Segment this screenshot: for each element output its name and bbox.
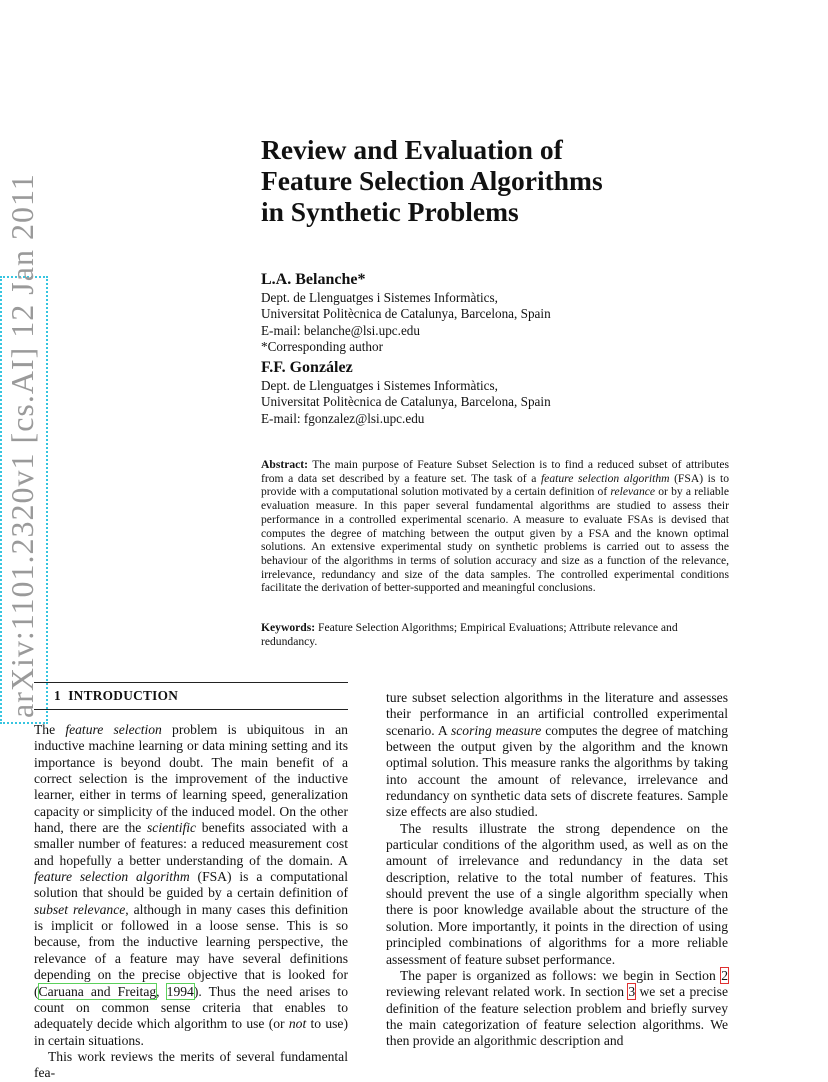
section-ref-link[interactable]: 2 xyxy=(721,967,728,983)
paragraph: The feature selection problem is ubiquitous in an inductive machine learning or data mining setting and its importance is beyond doubt. The main benefit of a correct selection is the improvement of the inductive learner, either in terms of learning speed, generalization capacity or simplicity of the induced model. On the other hand, there are the scientific benefits associated with a smaller number of features: a reduced measurement cost and hopefully a better understanding of the domain. A feature selection algorithm (FSA) is a computational solution that should be guided by a certain definition of subset relevance, although in many cases this definition is implicit or followed in a loose sense. This is so because, from the inductive learning perspective, the relevance of a feature may have several definitions depending on the precise objective that is looked for (Caruana and Freitag, 1994). Thus the need arises to count on common sense criteria that enables to adequately decide which algorithm to use (or not to use) in certain situations. xyxy=(34,722,349,1048)
left-column xyxy=(34,722,348,1082)
keywords-text: Feature Selection Algorithms; Empirical Evaluations; Attribute relevance and redundancy. xyxy=(261,621,678,648)
citation-link[interactable]: Caruana and Freitag xyxy=(38,983,157,999)
title-line: Review and Evaluation of xyxy=(261,134,563,165)
author-affiliation: Universitat Politècnica de Catalunya, Barcelona, Spain xyxy=(261,306,551,322)
abstract-emphasis: relevance xyxy=(610,485,656,499)
abstract-emphasis: feature selection algorithm xyxy=(540,471,670,485)
citation-year-link[interactable]: 1994 xyxy=(166,983,194,999)
section-title: INTRODUCTION xyxy=(68,688,179,703)
author-block xyxy=(261,270,741,356)
author-affiliation: Dept. de Llenguatges i Sistemes Informàtics, xyxy=(261,290,498,305)
keywords-label: Keywords: xyxy=(261,621,316,634)
section-rule-bottom xyxy=(34,709,348,710)
right-column xyxy=(386,690,728,1050)
abstract-label: Abstract: xyxy=(261,458,309,471)
paragraph: The paper is organized as follows: we begin in Section 2 reviewing relevant related work. In section 3 we set a precise definition of the feature selection problem and briefly survey the main categorization of feature selection algorithms. We then provide an algorithmic description and xyxy=(386,967,728,1049)
abstract-text: or by a reliable evaluation measure. In this paper several fundamental algorithms are studied to assess their performance in a controlled experimental scenario. A measure to evaluate FSAs is devised that computes the degree of matching between the output given by a FSA and the known optimal solutions. An extensive experimental study on synthetic problems is carried out to assess the behaviour of the algorithms in terms of solution accuracy and size as a function of the relevance, irrelevance, redundancy and size of the data samples. The controlled experimental conditions facilitate the derivation of better-supported and meaningful conclusions. xyxy=(261,485,730,595)
section-rule-top xyxy=(34,682,348,683)
section-heading xyxy=(54,688,178,704)
paragraph: ture subset selection algorithms in the literature and assesses their performance in an artificial controlled experimental scenario. A scoring measure computes the degree of matching between the output given by the algorithm and the known optimal solution. This measure ranks the algorithms by taking into account the amount of relevance, irrelevance and redundancy on synthetic data sets of discrete features. Sample size effects are also studied. xyxy=(386,690,728,820)
title-line: Feature Selection Algorithms xyxy=(261,165,603,196)
section-number: 1 xyxy=(54,688,61,703)
paper-title xyxy=(261,134,741,227)
abstract-text: (FSA) is to provide with a computational solution motivated by a certain definition of xyxy=(261,471,729,499)
paragraph: The results illustrate the strong dependence on the particular conditions of the algorithm used, as well as on the amount of irrelevance and redundancy in the data set description, relative to the total number of features. This should prevent the use of a single algorithm specially when there is poor knowledge available about the structure of the solution. More importantly, it points in the direction of using principled combinations of algorithms for a more reliable assessment of feature subset performance. xyxy=(386,820,728,967)
abstract-text: The main purpose of Feature Subset Selection is to find a reduced subset of attributes from a data set described by a feature set. The task of a xyxy=(261,458,729,485)
author-name: F.F. González xyxy=(261,359,353,376)
abstract xyxy=(261,458,729,595)
paragraph: This work reviews the merits of several fundamental fea- xyxy=(34,1048,348,1081)
arxiv-identifier: arXiv:1101.2320v1 [cs.AI] 12 Jan 2011 xyxy=(4,173,40,718)
keywords xyxy=(261,621,729,648)
author-affiliation: Universitat Politècnica de Catalunya, Barcelona, Spain xyxy=(261,394,551,410)
author-email: E-mail: fgonzalez@lsi.upc.edu xyxy=(261,410,425,426)
author-affiliation: Dept. de Llenguatges i Sistemes Informàtics, xyxy=(261,378,498,393)
arxiv-stamp[interactable] xyxy=(0,173,48,724)
author-block xyxy=(261,358,741,427)
author-email: E-mail: belanche@lsi.upc.edu xyxy=(261,322,420,338)
author-name: L.A. Belanche* xyxy=(261,271,366,288)
section-ref-link[interactable]: 3 xyxy=(628,984,636,1000)
title-line: in Synthetic Problems xyxy=(261,196,519,227)
author-note: *Corresponding author xyxy=(261,339,383,355)
